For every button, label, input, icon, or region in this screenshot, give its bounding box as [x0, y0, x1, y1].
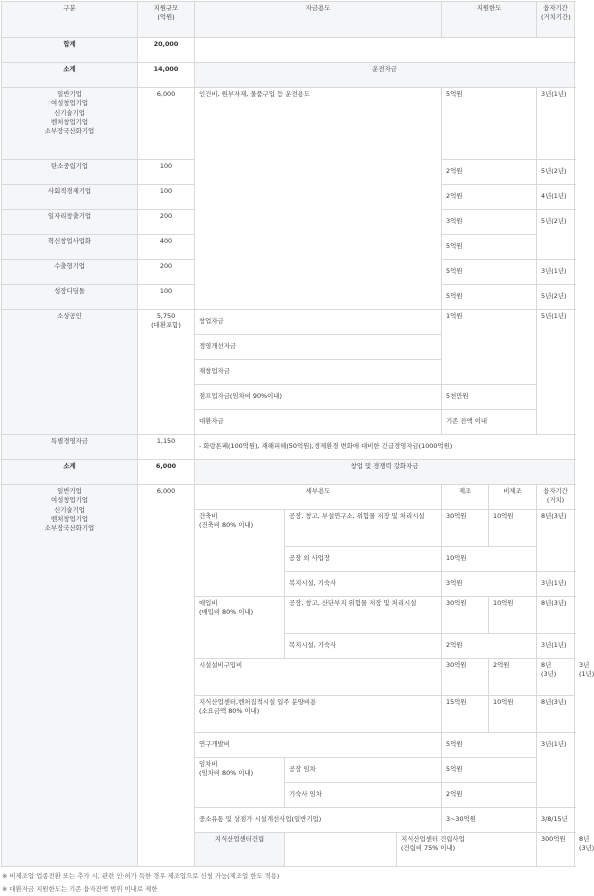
subheader-mfg: 제조: [442, 485, 489, 510]
logistics-limit: 3~30억원: [442, 808, 537, 833]
table-row: 시설설비구입비 30억원 2억원 8년 (3년) 3년 (1년): [2, 659, 575, 696]
lease-limit: 2억원: [442, 783, 537, 808]
special-category: 특별경영자금: [2, 435, 138, 460]
facility-subtotal-label: 소계: [2, 460, 138, 485]
facility-category: 일반기업 여성창업기업 신기술기업 벤처창업기업 소부장국산화기업: [2, 485, 138, 867]
table-row: [2, 88, 575, 160]
row-category: 일자리창출기업: [2, 210, 138, 235]
row-period: 4년(1년): [537, 185, 575, 210]
row-category: 탄소중립기업: [2, 160, 138, 185]
construction-period: 8년(3년): [537, 510, 575, 572]
small-biz-limit-jumpup: 5천만원: [442, 385, 537, 410]
construction-mfg: 10억원: [442, 547, 537, 572]
row-category: 일반기업 여성창업기업 신기술기업 벤처창업기업 소부장국산화기업: [2, 88, 138, 160]
lease-item: 공장 임차: [285, 758, 442, 783]
purchase-mfg: 30억원: [442, 597, 489, 634]
equipment-nonmfg: 2억원: [489, 659, 537, 696]
small-biz-category: 소상공인: [2, 310, 138, 435]
operating-usage: 인건비, 원부자재, 물품구입 등 운전용도: [195, 88, 442, 310]
small-biz-use-jumpup: 점프업자금(임차비 90%이내): [195, 385, 442, 410]
small-biz-use-improve: 경영개선자금: [195, 335, 442, 360]
row-limit: 5억원: [442, 88, 537, 160]
total-row: [2, 38, 575, 63]
special-fund-row: [2, 435, 575, 460]
header-category: 구분: [2, 2, 138, 38]
small-biz-limit: 1억원: [442, 310, 537, 385]
operating-subtotal-row: [2, 63, 575, 88]
lease-limit: 5억원: [442, 758, 537, 783]
small-biz-period: 5년(1년): [537, 310, 575, 435]
header-period: 융자기간 (거치기간): [537, 2, 575, 38]
row-category: 성장디딤돌: [2, 285, 138, 310]
row-scale: 100: [138, 185, 195, 210]
purchase-period: 3년(1년): [537, 634, 575, 659]
row-period: 3년(1년): [537, 260, 575, 285]
total-label: 합계: [2, 38, 138, 63]
construction-name: 건축비 (건축비 80% 이내): [195, 510, 285, 597]
equipment-mfg: 30억원: [442, 659, 489, 696]
center-limit: 300억원: [537, 833, 575, 867]
facility-fund-title: 창업 및 경쟁력 강화자금: [195, 460, 575, 485]
equipment-period-mfg: 8년 (3년): [537, 659, 575, 696]
header-scale: 지원규모 (억원): [138, 2, 195, 38]
row-limit: 2억원: [442, 160, 537, 185]
row-limit: 5억원: [442, 285, 537, 310]
header-usage: 자금용도: [195, 2, 442, 38]
total-amount: 20,000: [138, 38, 195, 63]
center-label: 지식산업센터 건립사업 (건립비 75% 이내): [397, 833, 537, 867]
purchase-mfg: 2억원: [442, 634, 537, 659]
facility-subtotal-amount: 6,000: [138, 460, 195, 485]
operating-subtotal-amount: 14,000: [138, 63, 195, 88]
construction-item: 공장 외 사업장: [285, 547, 442, 572]
operating-subtotal-label: 소계: [2, 63, 138, 88]
construction-item: 공장, 창고, 부설연구소, 위험물 저장 및 처리시설: [285, 510, 442, 547]
row-category: 사회적경제기업: [2, 185, 138, 210]
special-scale: 1,150: [138, 435, 195, 460]
construction-mfg: 3억원: [442, 572, 537, 597]
purchase-item: 복지시설, 기숙사: [285, 634, 442, 659]
row-period: 5년(2년): [537, 210, 575, 260]
equipment-label: 시설설비구입비: [195, 659, 442, 696]
row-scale: 400: [138, 235, 195, 260]
small-biz-use-restart: 재창업자금: [195, 360, 442, 385]
small-biz-limit-refinance: 기존 잔액 이내: [442, 410, 537, 435]
purchase-item: 공장, 창고, 산단부지 위험물 저장 및 처리시설: [285, 597, 442, 634]
facility-subtotal-row: [2, 460, 575, 485]
row-limit: 5억원: [442, 235, 537, 260]
subheader-nonmfg: 비제조: [489, 485, 537, 510]
construction-period: 3년(1년): [537, 572, 575, 597]
construction-nonmfg: 10억원: [489, 510, 537, 547]
row-limit: 5억원: [442, 260, 537, 285]
rnd-period: 3년(1년): [537, 733, 575, 808]
row-limit: 2억원: [442, 185, 537, 210]
row-category: 혁신창업사업화: [2, 235, 138, 260]
lease-name: 임차비 (임차비 80% 이내): [195, 758, 285, 808]
knowledge-move-period: 8년(3년): [537, 696, 575, 733]
row-scale: 6,000: [138, 88, 195, 160]
purchase-name: 매입비 (매입비 80% 이내): [195, 597, 285, 659]
knowledge-move-nonmfg: 10억원: [489, 696, 537, 733]
construction-item: 복지시설, 기숙사: [285, 572, 442, 597]
purchase-period: 8년(3년): [537, 597, 575, 634]
facility-subheader-row: [2, 485, 575, 510]
rnd-label: 연구개발비: [195, 733, 442, 758]
row-period: 5년(2년): [537, 160, 575, 185]
total-empty-cell: [195, 38, 575, 63]
knowledge-move-mfg: 15억원: [442, 696, 489, 733]
facility-scale: 6,000: [138, 485, 195, 867]
row-scale: 100: [138, 285, 195, 310]
footnote-refinance: ※ 대환자금 지원한도는 기존 융자잔액 범위 이내로 제한: [2, 885, 158, 893]
row-scale: 200: [138, 210, 195, 235]
center-scale-empty: [285, 833, 397, 867]
small-biz-use-refinance: 대환자금: [195, 410, 442, 435]
operating-fund-title: 운전자금: [195, 63, 575, 88]
logistics-label: 중소유통 및 상점가 시설개선사업(일반기업): [195, 808, 442, 833]
row-limit: 3억원: [442, 210, 537, 235]
subheader-detail: 세부용도: [195, 485, 442, 510]
construction-mfg: 30억원: [442, 510, 489, 547]
footnotes: [2, 870, 279, 896]
small-biz-use-startup: 창업자금: [195, 310, 442, 335]
center-category: 지식산업센터건립: [195, 833, 285, 867]
small-biz-scale: 5,750 (대환포함): [138, 310, 195, 435]
special-usage: - 화랑톤페(100억원), 재해피해(50억원),경제환경 변화에 대비한 긴급경영자금(1000억원): [195, 435, 575, 460]
header-limit: 지원한도: [442, 2, 537, 38]
row-scale: 100: [138, 160, 195, 185]
logistics-period: 3/8/15년: [537, 808, 575, 833]
purchase-nonmfg: 10억원: [489, 597, 537, 634]
row-category: 수출형기업: [2, 260, 138, 285]
row-period: 3년(1년): [537, 88, 575, 160]
row-scale: 200: [138, 260, 195, 285]
rnd-limit: 5억원: [442, 733, 537, 758]
footnote-nonmanufacturing: ※ 비제조업 업종전환 또는 추가 시, 관련 인·허가 득한 경우 제조업으로 신청 가능(제조업 한도 적용): [2, 872, 280, 880]
knowledge-move-label: 지식산업센터,벤처집적시설 입주 분양비용 (소요금액 80% 이내): [195, 696, 442, 733]
small-biz-row: [2, 310, 575, 335]
subheader-period: 융자기간(거치): [537, 485, 575, 510]
loan-support-table: [1, 1, 594, 867]
lease-item: 기숙사 임차: [285, 783, 442, 808]
table-header-row: [2, 2, 575, 38]
knowledge-center-row: 지식산업센터건립 지식산업센터 건립사업 (건립비 75% 이내) 300억원 8년(3년): [2, 833, 575, 867]
row-period: 5년(2년): [537, 285, 575, 310]
